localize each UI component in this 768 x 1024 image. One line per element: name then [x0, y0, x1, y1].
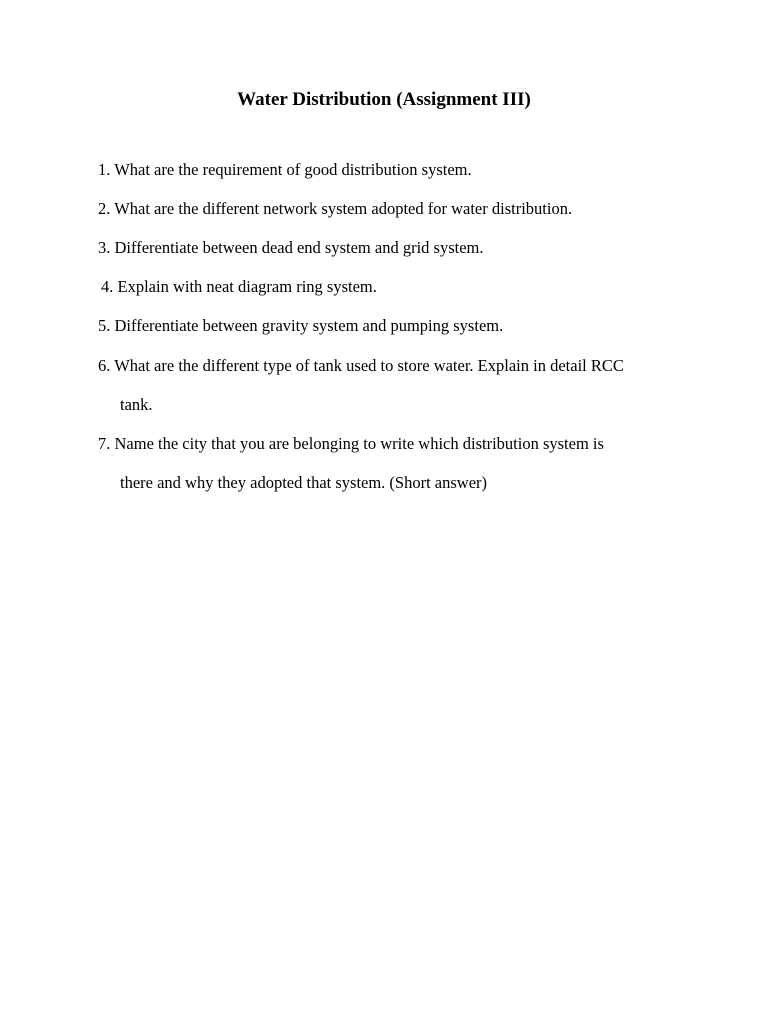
question-6-line-1: 6. What are the different type of tank used to store water. Explain in detail RCC	[98, 356, 624, 375]
question-4: 4. Explain with neat diagram ring system.	[101, 277, 377, 296]
question-1: 1. What are the requirement of good distribution system.	[98, 160, 472, 179]
question-7-line-1: 7. Name the city that you are belonging to write which distribution system is	[98, 434, 604, 453]
question-6-line-2: tank.	[120, 395, 153, 414]
document-title: Water Distribution (Assignment III)	[237, 89, 531, 110]
question-2: 2. What are the different network system adopted for water distribution.	[98, 199, 573, 218]
question-7-line-2: there and why they adopted that system. (Short answer)	[120, 473, 488, 492]
question-3: 3. Differentiate between dead end system and grid system.	[98, 238, 484, 257]
question-5: 5. Differentiate between gravity system and pumping system.	[98, 316, 504, 335]
